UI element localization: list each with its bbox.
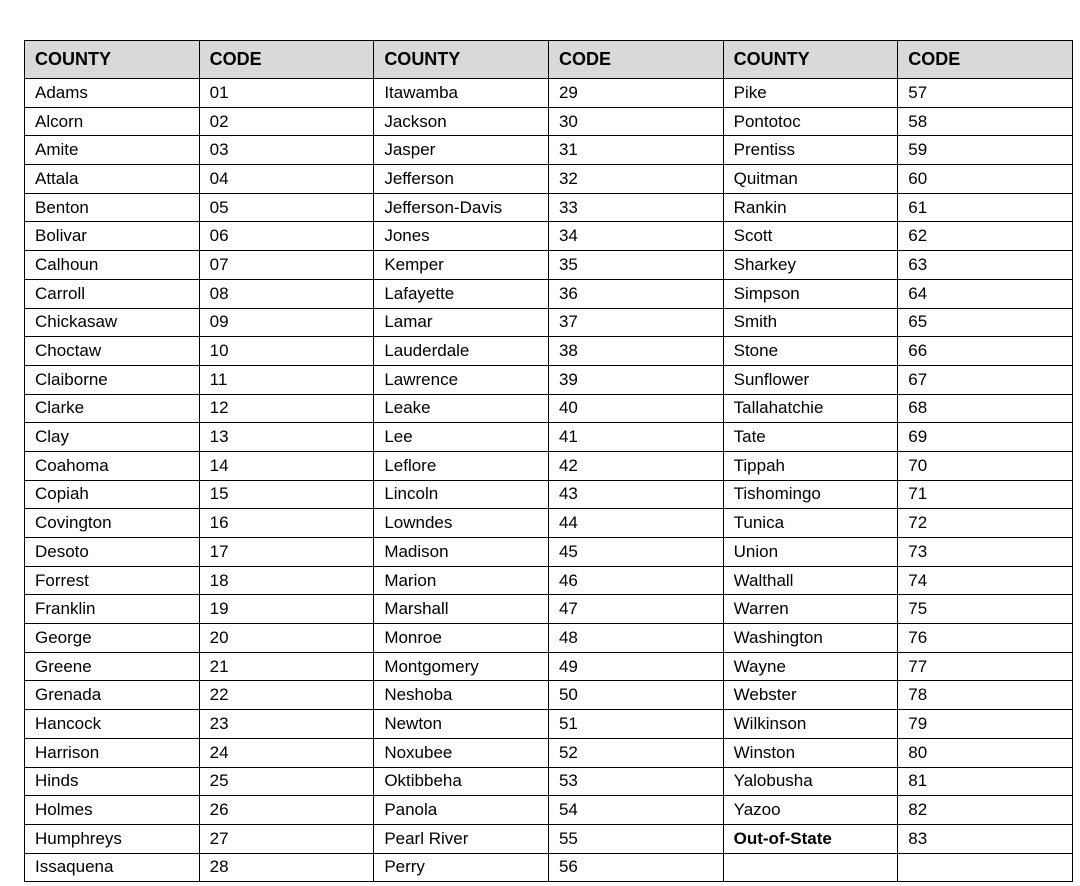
county-code-cell: 37 — [548, 308, 723, 337]
table-body — [25, 79, 1073, 882]
county-name-cell: Lauderdale — [374, 337, 549, 366]
county-name-cell: Hinds — [25, 767, 200, 796]
county-name-cell: Jackson — [374, 107, 549, 136]
county-name-cell: Newton — [374, 710, 549, 739]
county-name-cell: Calhoun — [25, 251, 200, 280]
county-name-cell: Grenada — [25, 681, 200, 710]
table-row — [25, 337, 1073, 366]
county-name-cell: Panola — [374, 796, 549, 825]
county-name-cell: Scott — [723, 222, 898, 251]
county-name-cell: Covington — [25, 509, 200, 538]
county-name-cell: Sharkey — [723, 251, 898, 280]
county-name-cell: Stone — [723, 337, 898, 366]
county-code-cell: 53 — [548, 767, 723, 796]
county-name-cell: Harrison — [25, 738, 200, 767]
county-code-cell: 70 — [898, 451, 1073, 480]
table-row — [25, 624, 1073, 653]
county-name-cell: Yazoo — [723, 796, 898, 825]
table-row — [25, 394, 1073, 423]
county-name-cell: Jasper — [374, 136, 549, 165]
county-code-cell: 29 — [548, 79, 723, 108]
table-row — [25, 308, 1073, 337]
county-name-cell: Adams — [25, 79, 200, 108]
table-row — [25, 480, 1073, 509]
table-row — [25, 451, 1073, 480]
county-code-cell: 18 — [199, 566, 374, 595]
table-row — [25, 538, 1073, 567]
county-code-cell: 03 — [199, 136, 374, 165]
county-code-cell: 19 — [199, 595, 374, 624]
county-code-cell: 73 — [898, 538, 1073, 567]
county-name-cell: Chickasaw — [25, 308, 200, 337]
table-row — [25, 595, 1073, 624]
code-header: CODE — [548, 41, 723, 79]
county-code-cell: 55 — [548, 824, 723, 853]
county-code-cell: 44 — [548, 509, 723, 538]
county-name-cell: Lowndes — [374, 509, 549, 538]
county-code-cell: 60 — [898, 165, 1073, 194]
table-row — [25, 107, 1073, 136]
county-name-cell: Webster — [723, 681, 898, 710]
county-code-cell: 82 — [898, 796, 1073, 825]
county-code-cell: 21 — [199, 652, 374, 681]
county-code-cell: 41 — [548, 423, 723, 452]
county-name-cell: Tallahatchie — [723, 394, 898, 423]
county-code-cell: 52 — [548, 738, 723, 767]
county-name-cell: Lafayette — [374, 279, 549, 308]
county-name-cell: Leflore — [374, 451, 549, 480]
county-code-cell: 16 — [199, 509, 374, 538]
county-name-cell: Jones — [374, 222, 549, 251]
county-code-cell: 83 — [898, 824, 1073, 853]
county-name-cell: Kemper — [374, 251, 549, 280]
table-row — [25, 738, 1073, 767]
county-code-cell: 59 — [898, 136, 1073, 165]
county-code-cell: 20 — [199, 624, 374, 653]
county-code-cell: 14 — [199, 451, 374, 480]
county-header: COUNTY — [25, 41, 200, 79]
county-code-cell: 54 — [548, 796, 723, 825]
county-name-cell: Benton — [25, 193, 200, 222]
county-name-cell: Franklin — [25, 595, 200, 624]
county-code-cell: 76 — [898, 624, 1073, 653]
county-name-cell: Lawrence — [374, 365, 549, 394]
county-code-cell: 11 — [199, 365, 374, 394]
county-code-cell: 74 — [898, 566, 1073, 595]
county-name-cell: Winston — [723, 738, 898, 767]
table-row — [25, 509, 1073, 538]
county-code-cell: 23 — [199, 710, 374, 739]
county-code-cell: 30 — [548, 107, 723, 136]
county-name-cell: Coahoma — [25, 451, 200, 480]
county-name-cell: George — [25, 624, 200, 653]
county-code-cell: 38 — [548, 337, 723, 366]
county-code-cell: 72 — [898, 509, 1073, 538]
county-name-cell: Amite — [25, 136, 200, 165]
county-code-table — [24, 40, 1073, 882]
county-code-cell: 26 — [199, 796, 374, 825]
county-code-cell: 05 — [199, 193, 374, 222]
table-row — [25, 79, 1073, 108]
county-code-cell: 50 — [548, 681, 723, 710]
table-row — [25, 423, 1073, 452]
county-name-cell: Wilkinson — [723, 710, 898, 739]
county-name-cell: Clay — [25, 423, 200, 452]
county-code-cell: 68 — [898, 394, 1073, 423]
county-code-cell: 36 — [548, 279, 723, 308]
county-code-cell: 42 — [548, 451, 723, 480]
county-code-cell: 24 — [199, 738, 374, 767]
county-name-cell: Itawamba — [374, 79, 549, 108]
county-name-cell: Alcorn — [25, 107, 200, 136]
table-row — [25, 767, 1073, 796]
county-name-cell: Humphreys — [25, 824, 200, 853]
county-name-cell: Carroll — [25, 279, 200, 308]
county-name-cell: Wayne — [723, 652, 898, 681]
county-name-cell: Issaquena — [25, 853, 200, 882]
county-code-cell: 04 — [199, 165, 374, 194]
county-name-cell: Tate — [723, 423, 898, 452]
county-code-cell: 10 — [199, 337, 374, 366]
county-code-cell: 43 — [548, 480, 723, 509]
county-code-cell: 69 — [898, 423, 1073, 452]
table-row — [25, 165, 1073, 194]
county-code-cell: 32 — [548, 165, 723, 194]
county-header: COUNTY — [723, 41, 898, 79]
county-name-cell: Pearl River — [374, 824, 549, 853]
county-name-cell: Rankin — [723, 193, 898, 222]
county-name-cell: Clarke — [25, 394, 200, 423]
county-name-cell: Montgomery — [374, 652, 549, 681]
county-name-cell: Marshall — [374, 595, 549, 624]
county-header: COUNTY — [374, 41, 549, 79]
code-header: CODE — [199, 41, 374, 79]
county-name-cell: Out-of-State — [723, 824, 898, 853]
county-name-cell: Lamar — [374, 308, 549, 337]
county-code-cell: 40 — [548, 394, 723, 423]
county-code-cell: 45 — [548, 538, 723, 567]
county-name-cell: Jefferson — [374, 165, 549, 194]
county-name-cell: Simpson — [723, 279, 898, 308]
county-code-cell: 47 — [548, 595, 723, 624]
county-code-cell: 31 — [548, 136, 723, 165]
county-code-cell — [898, 853, 1073, 882]
county-code-cell: 02 — [199, 107, 374, 136]
table-row — [25, 365, 1073, 394]
county-code-cell: 49 — [548, 652, 723, 681]
county-code-cell: 51 — [548, 710, 723, 739]
county-code-cell: 35 — [548, 251, 723, 280]
county-name-cell: Jefferson-Davis — [374, 193, 549, 222]
county-name-cell: Leake — [374, 394, 549, 423]
county-code-cell: 62 — [898, 222, 1073, 251]
county-name-cell: Hancock — [25, 710, 200, 739]
county-name-cell: Pontotoc — [723, 107, 898, 136]
county-code-cell: 77 — [898, 652, 1073, 681]
county-name-cell: Marion — [374, 566, 549, 595]
county-name-cell: Bolivar — [25, 222, 200, 251]
county-code-cell: 81 — [898, 767, 1073, 796]
county-name-cell: Lincoln — [374, 480, 549, 509]
county-code-cell: 63 — [898, 251, 1073, 280]
county-name-cell: Washington — [723, 624, 898, 653]
county-name-cell: Oktibbeha — [374, 767, 549, 796]
county-code-cell: 67 — [898, 365, 1073, 394]
county-code-cell: 71 — [898, 480, 1073, 509]
county-code-cell: 48 — [548, 624, 723, 653]
county-code-cell: 15 — [199, 480, 374, 509]
table-row — [25, 652, 1073, 681]
county-code-cell: 61 — [898, 193, 1073, 222]
county-name-cell: Desoto — [25, 538, 200, 567]
county-name-cell: Prentiss — [723, 136, 898, 165]
county-name-cell: Perry — [374, 853, 549, 882]
county-code-cell: 65 — [898, 308, 1073, 337]
county-name-cell: Holmes — [25, 796, 200, 825]
county-name-cell: Tunica — [723, 509, 898, 538]
county-name-cell — [723, 853, 898, 882]
table-row — [25, 824, 1073, 853]
table-row — [25, 681, 1073, 710]
county-name-cell: Pike — [723, 79, 898, 108]
county-code-cell: 34 — [548, 222, 723, 251]
county-name-cell: Sunflower — [723, 365, 898, 394]
county-name-cell: Attala — [25, 165, 200, 194]
county-code-cell: 80 — [898, 738, 1073, 767]
county-name-cell: Yalobusha — [723, 767, 898, 796]
county-name-cell: Walthall — [723, 566, 898, 595]
county-name-cell: Madison — [374, 538, 549, 567]
county-code-cell: 07 — [199, 251, 374, 280]
county-code-cell: 57 — [898, 79, 1073, 108]
county-name-cell: Noxubee — [374, 738, 549, 767]
table-row — [25, 193, 1073, 222]
county-name-cell: Greene — [25, 652, 200, 681]
county-code-cell: 39 — [548, 365, 723, 394]
county-code-cell: 06 — [199, 222, 374, 251]
county-code-cell: 78 — [898, 681, 1073, 710]
county-name-cell: Tishomingo — [723, 480, 898, 509]
table-row — [25, 853, 1073, 882]
county-name-cell: Choctaw — [25, 337, 200, 366]
county-name-cell: Copiah — [25, 480, 200, 509]
county-name-cell: Monroe — [374, 624, 549, 653]
county-code-cell: 64 — [898, 279, 1073, 308]
county-name-cell: Smith — [723, 308, 898, 337]
table-row — [25, 566, 1073, 595]
county-code-cell: 09 — [199, 308, 374, 337]
table-header-row — [25, 41, 1073, 79]
county-code-cell: 17 — [199, 538, 374, 567]
county-name-cell: Warren — [723, 595, 898, 624]
county-code-cell: 12 — [199, 394, 374, 423]
county-name-cell: Neshoba — [374, 681, 549, 710]
county-name-cell: Tippah — [723, 451, 898, 480]
county-code-cell: 22 — [199, 681, 374, 710]
table-row — [25, 796, 1073, 825]
county-code-cell: 27 — [199, 824, 374, 853]
county-code-cell: 13 — [199, 423, 374, 452]
county-name-cell: Lee — [374, 423, 549, 452]
county-name-cell: Forrest — [25, 566, 200, 595]
county-code-cell: 56 — [548, 853, 723, 882]
county-code-cell: 58 — [898, 107, 1073, 136]
county-code-cell: 33 — [548, 193, 723, 222]
county-name-cell: Union — [723, 538, 898, 567]
county-name-cell: Claiborne — [25, 365, 200, 394]
county-name-cell: Quitman — [723, 165, 898, 194]
table-row — [25, 136, 1073, 165]
table-row — [25, 710, 1073, 739]
code-header: CODE — [898, 41, 1073, 79]
county-code-cell: 28 — [199, 853, 374, 882]
county-code-cell: 79 — [898, 710, 1073, 739]
table-row — [25, 251, 1073, 280]
county-code-cell: 25 — [199, 767, 374, 796]
county-code-cell: 46 — [548, 566, 723, 595]
county-code-cell: 01 — [199, 79, 374, 108]
table-row — [25, 222, 1073, 251]
county-code-cell: 75 — [898, 595, 1073, 624]
county-code-cell: 08 — [199, 279, 374, 308]
table-row — [25, 279, 1073, 308]
county-code-cell: 66 — [898, 337, 1073, 366]
